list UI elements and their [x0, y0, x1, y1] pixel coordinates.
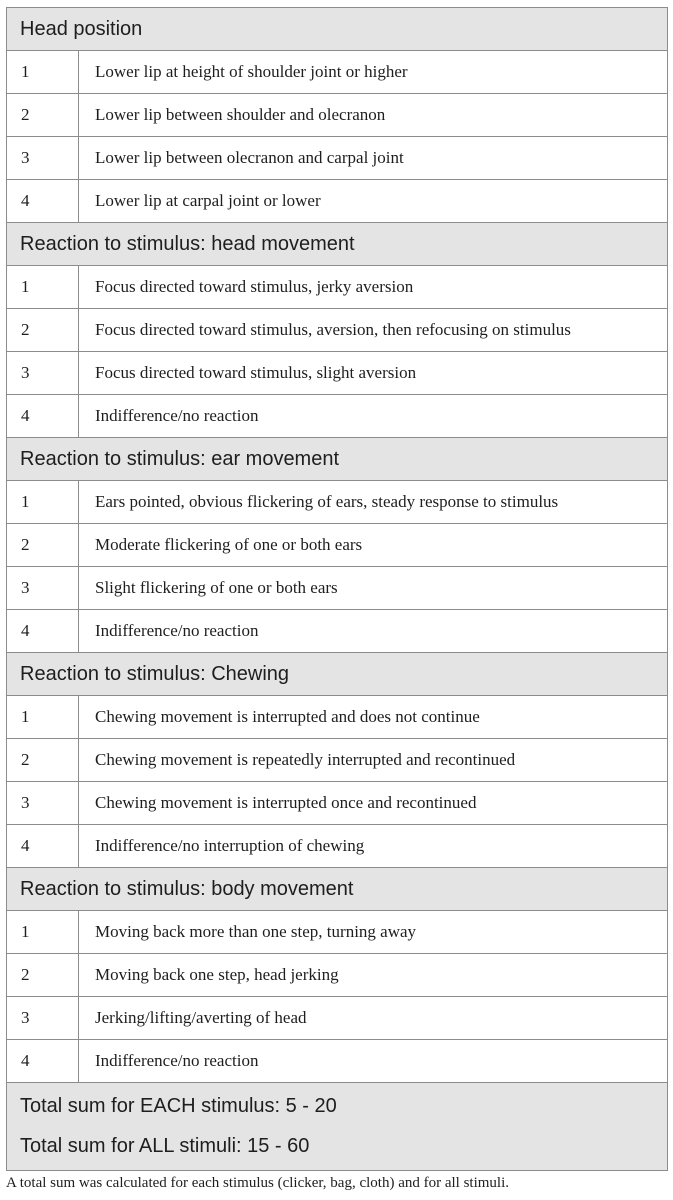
description-cell: Slight flickering of one or both ears [79, 567, 668, 610]
description-cell: Lower lip at carpal joint or lower [79, 180, 668, 223]
table-row [7, 610, 668, 653]
table-row [7, 911, 668, 954]
section-header-row [7, 438, 668, 481]
score-cell: 4 [7, 825, 79, 868]
table-row [7, 997, 668, 1040]
table-row [7, 954, 668, 997]
score-cell: 4 [7, 1040, 79, 1083]
description-cell: Chewing movement is repeatedly interrupted and recontinued [79, 739, 668, 782]
description-cell: Focus directed toward stimulus, jerky aversion [79, 266, 668, 309]
description-cell: Indifference/no reaction [79, 395, 668, 438]
description-cell: Indifference/no reaction [79, 1040, 668, 1083]
scoring-table-body [7, 8, 668, 1171]
table-row [7, 825, 668, 868]
section-header-row [7, 653, 668, 696]
score-cell: 2 [7, 954, 79, 997]
score-cell: 3 [7, 782, 79, 825]
description-cell: Focus directed toward stimulus, aversion, then refocusing on stimulus [79, 309, 668, 352]
score-cell: 1 [7, 266, 79, 309]
description-cell: Moderate flickering of one or both ears [79, 524, 668, 567]
description-cell: Indifference/no interruption of chewing [79, 825, 668, 868]
description-cell: Ears pointed, obvious flickering of ears, steady response to stimulus [79, 481, 668, 524]
table-row [7, 180, 668, 223]
description-cell: Lower lip between olecranon and carpal joint [79, 137, 668, 180]
table-row [7, 1040, 668, 1083]
score-cell: 2 [7, 524, 79, 567]
description-cell: Indifference/no reaction [79, 610, 668, 653]
table-row [7, 395, 668, 438]
section-title: Reaction to stimulus: Chewing [7, 653, 668, 696]
scoring-table-container [6, 7, 667, 1171]
table-footnote: A total sum was calculated for each stimulus (clicker, bag, cloth) and for all stimuli. [6, 1175, 510, 1191]
table-row [7, 696, 668, 739]
description-cell: Moving back one step, head jerking [79, 954, 668, 997]
table-row [7, 309, 668, 352]
total-all-stimuli: Total sum for ALL stimuli: 15 - 60 [7, 1126, 668, 1171]
score-cell: 3 [7, 997, 79, 1040]
section-title: Reaction to stimulus: ear movement [7, 438, 668, 481]
score-cell: 4 [7, 180, 79, 223]
description-cell: Lower lip at height of shoulder joint or higher [79, 51, 668, 94]
score-cell: 1 [7, 696, 79, 739]
section-title: Head position [7, 8, 668, 51]
total-all-row [7, 1126, 668, 1171]
description-cell: Chewing movement is interrupted once and recontinued [79, 782, 668, 825]
score-cell: 3 [7, 352, 79, 395]
section-header-row [7, 223, 668, 266]
score-cell: 2 [7, 739, 79, 782]
score-cell: 1 [7, 911, 79, 954]
description-cell: Focus directed toward stimulus, slight aversion [79, 352, 668, 395]
score-cell: 2 [7, 94, 79, 137]
table-row [7, 567, 668, 610]
description-cell: Chewing movement is interrupted and does not continue [79, 696, 668, 739]
score-cell: 1 [7, 481, 79, 524]
section-title: Reaction to stimulus: head movement [7, 223, 668, 266]
score-cell: 3 [7, 567, 79, 610]
section-header-row [7, 8, 668, 51]
total-each-stimulus: Total sum for EACH stimulus: 5 - 20 [7, 1083, 668, 1127]
table-row [7, 266, 668, 309]
table-row [7, 739, 668, 782]
description-cell: Jerking/lifting/averting of head [79, 997, 668, 1040]
table-row [7, 782, 668, 825]
section-header-row [7, 868, 668, 911]
score-cell: 3 [7, 137, 79, 180]
description-cell: Lower lip between shoulder and olecranon [79, 94, 668, 137]
total-each-row [7, 1083, 668, 1127]
score-cell: 1 [7, 51, 79, 94]
score-cell: 4 [7, 395, 79, 438]
table-row [7, 352, 668, 395]
table-row [7, 524, 668, 567]
table-row [7, 137, 668, 180]
score-cell: 4 [7, 610, 79, 653]
score-cell: 2 [7, 309, 79, 352]
table-row [7, 481, 668, 524]
scoring-table [6, 7, 668, 1171]
table-row [7, 51, 668, 94]
table-row [7, 94, 668, 137]
section-title: Reaction to stimulus: body movement [7, 868, 668, 911]
description-cell: Moving back more than one step, turning away [79, 911, 668, 954]
